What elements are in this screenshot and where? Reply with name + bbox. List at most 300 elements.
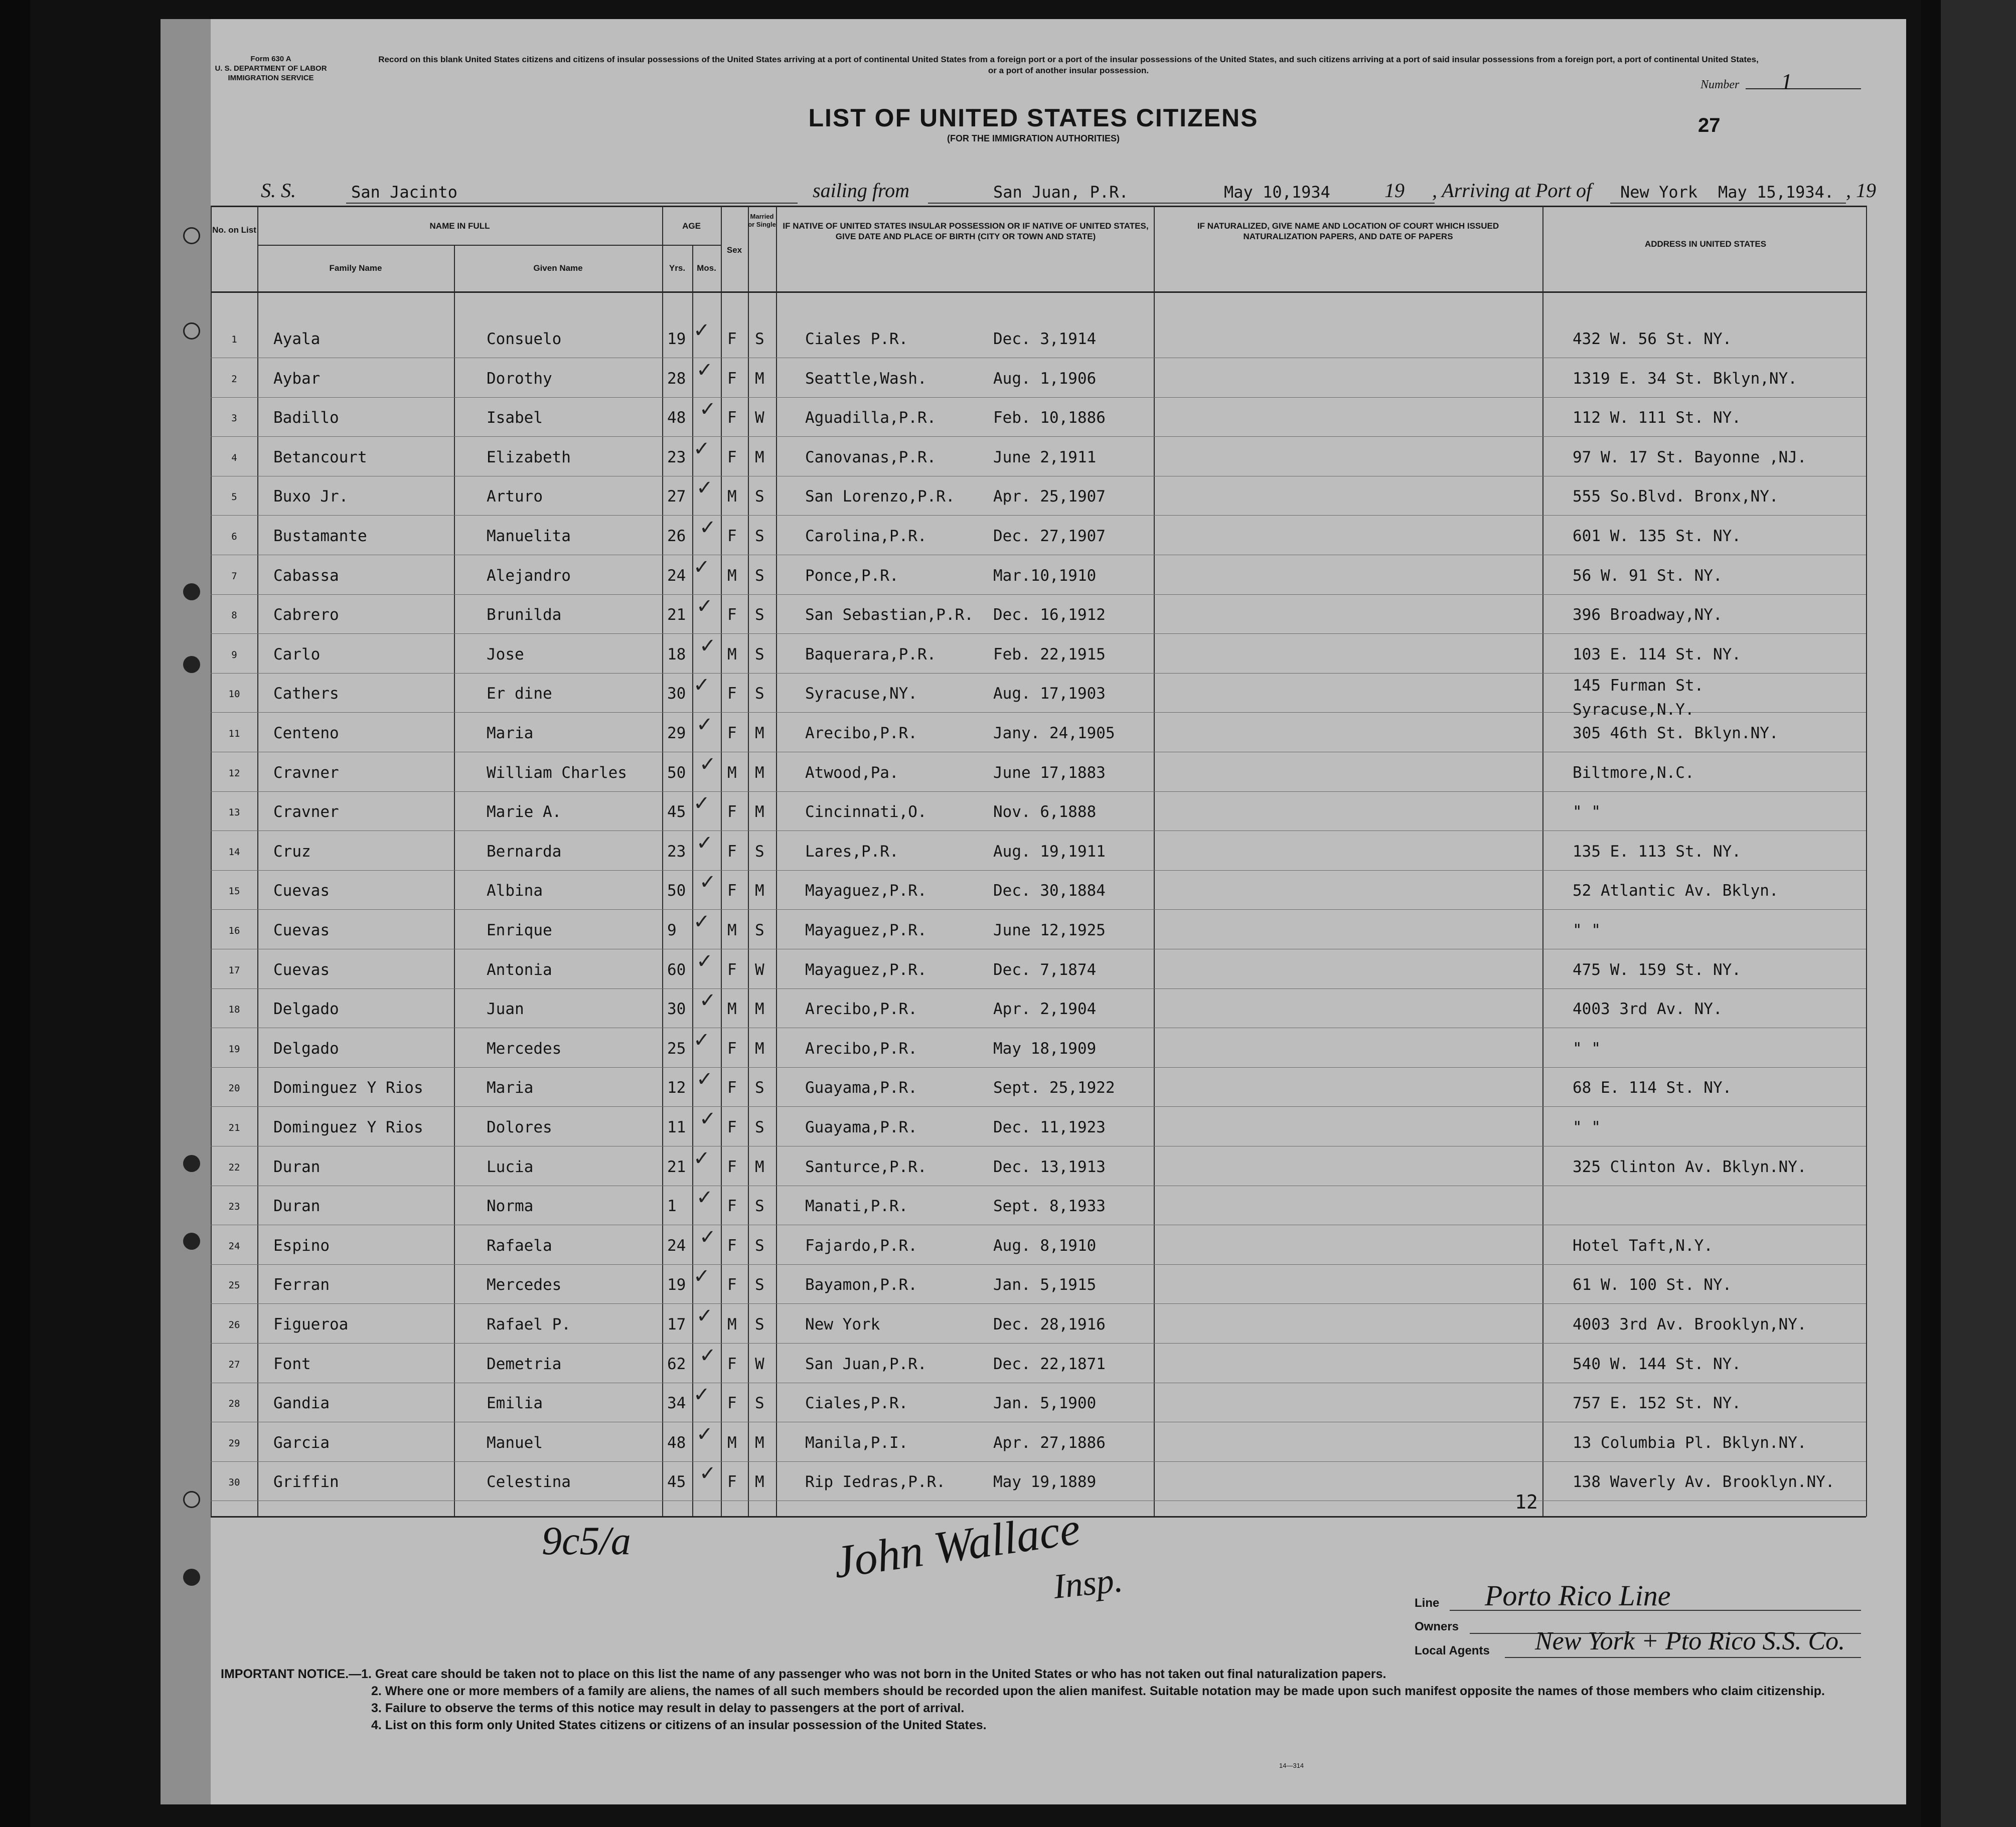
cell-place: Canovanas,P.R. <box>805 448 937 466</box>
cell-date: Feb. 22,1915 <box>993 645 1106 663</box>
cell-sex: F <box>727 606 737 624</box>
cell-sex: F <box>727 409 737 427</box>
check-mark-icon: ✓ <box>699 634 716 657</box>
cell-ms: W <box>755 409 764 427</box>
cell-address: 4003 3rd Av. Brooklyn,NY. <box>1573 1315 1807 1334</box>
cell-given: Manuel <box>487 1433 543 1452</box>
cell-no: 19 <box>228 1043 240 1055</box>
punch-hole <box>183 227 200 244</box>
check-mark-icon: ✓ <box>693 674 710 697</box>
col-border <box>1866 206 1867 1517</box>
cell-ms: S <box>755 1118 764 1136</box>
port-to: New York <box>1620 183 1698 202</box>
cell-address: 138 Waverly Av. Brooklyn.NY. <box>1573 1473 1835 1491</box>
page-title: LIST OF UNITED STATES CITIZENS <box>808 104 1259 132</box>
cell-family: Bustamante <box>273 527 367 545</box>
cell-no: 8 <box>231 610 237 621</box>
cell-place: Manila,P.I. <box>805 1433 908 1452</box>
cell-family: Aybar <box>273 369 321 388</box>
check-mark-icon: ✓ <box>693 1028 710 1052</box>
cell-address: 432 W. 56 St. NY. <box>1573 330 1732 348</box>
cell-address: " " <box>1573 1118 1601 1136</box>
check-mark-icon: ✓ <box>696 1422 713 1446</box>
cell-yrs: 30 <box>667 685 686 703</box>
cell-address: 145 Furman St. <box>1573 677 1704 695</box>
cell-sex: M <box>727 921 737 939</box>
col-sex: Sex <box>726 245 742 255</box>
cell-place: San Juan,P.R. <box>805 1355 927 1373</box>
cell-no: 22 <box>228 1161 240 1173</box>
cell-ms: S <box>755 487 764 506</box>
cell-no: 1 <box>231 334 237 345</box>
cell-no: 13 <box>228 807 240 818</box>
check-mark-icon: ✓ <box>696 476 713 500</box>
row-rule <box>211 633 1866 634</box>
check-mark-icon: ✓ <box>693 319 710 342</box>
cell-sex: M <box>727 487 737 506</box>
cell-yrs: 25 <box>667 1039 686 1058</box>
cell-family: Espino <box>273 1236 330 1255</box>
punch-hole <box>183 1569 200 1586</box>
cell-sex: F <box>727 724 737 742</box>
row-rule <box>211 1461 1866 1462</box>
cell-no: 26 <box>228 1319 240 1331</box>
page-number: 27 <box>1698 114 1721 136</box>
cell-given: Dorothy <box>487 369 552 388</box>
cell-no: 15 <box>228 886 240 897</box>
row-rule <box>211 436 1866 437</box>
cell-yrs: 24 <box>667 1236 686 1255</box>
cell-yrs: 23 <box>667 842 686 861</box>
cell-no: 4 <box>231 452 237 463</box>
cell-sex: F <box>727 330 737 348</box>
cell-sex: F <box>727 1276 737 1294</box>
cell-ms: S <box>755 566 764 585</box>
cell-given: Er dine <box>487 685 552 703</box>
cell-no: 3 <box>231 413 237 424</box>
cell-given: Marie A. <box>487 803 562 821</box>
row-rule <box>211 515 1866 516</box>
cell-family: Cabrero <box>273 606 339 624</box>
ss-label: S. S. <box>261 179 296 202</box>
cell-sex: M <box>727 763 737 782</box>
cell-family: Cuevas <box>273 882 330 900</box>
passenger-count: 12 <box>1515 1491 1538 1513</box>
cell-yrs: 24 <box>667 566 686 585</box>
cell-ms: M <box>755 369 764 388</box>
cell-yrs: 30 <box>667 1000 686 1019</box>
cell-no: 24 <box>228 1240 240 1252</box>
cell-no: 27 <box>228 1359 240 1370</box>
cell-yrs: 28 <box>667 369 686 388</box>
number-underline <box>1746 88 1861 89</box>
cell-address: 112 W. 111 St. NY. <box>1573 409 1741 427</box>
cell-no: 14 <box>228 846 240 858</box>
row-rule <box>211 1067 1866 1068</box>
inspector-signature: John Wallace <box>830 1503 1083 1588</box>
cell-ms: M <box>755 882 764 900</box>
year-label-2: , 19 <box>1846 179 1876 202</box>
instructions: Record on this blank United States citizens and citizens of insular possessions of the United States arriving at a port of continental United States from a foreign port or a port of the insular possessions of the United States, and such citizens arriving at a port of said insular possessions from a foreign port, a port of continental United States, or a port of another insular possession. <box>378 55 1759 75</box>
cell-place: Cincinnati,O. <box>805 803 927 821</box>
table-top-border <box>211 206 1866 207</box>
port-underline <box>928 203 1435 204</box>
cell-place: Arecibo,P.R. <box>805 1000 917 1019</box>
cell-given: Mercedes <box>487 1276 562 1294</box>
cell-date: Feb. 10,1886 <box>993 409 1106 427</box>
cell-family: Delgado <box>273 1039 339 1058</box>
year-label: 19 <box>1384 179 1405 202</box>
cell-date: Jan. 5,1915 <box>993 1276 1097 1294</box>
cell-ms: S <box>755 645 764 663</box>
check-mark-icon: ✓ <box>696 1304 713 1327</box>
cell-given: Brunilda <box>487 606 562 624</box>
cell-address: 56 W. 91 St. NY. <box>1573 566 1723 585</box>
cell-address: " " <box>1573 1039 1601 1058</box>
cell-given: William Charles <box>487 763 627 782</box>
cell-date: May 19,1889 <box>993 1473 1097 1491</box>
cell-given: Antonia <box>487 960 552 979</box>
cell-date: Dec. 3,1914 <box>993 330 1097 348</box>
agents-value: New York + Pto Rico S.S. Co. <box>1535 1627 1845 1655</box>
cell-address: 61 W. 100 St. NY. <box>1573 1276 1732 1294</box>
cell-address: 52 Atlantic Av. Bklyn. <box>1573 882 1779 900</box>
cell-given: Arturo <box>487 487 543 506</box>
row-rule <box>211 909 1866 910</box>
cell-no: 12 <box>228 767 240 779</box>
cell-no: 6 <box>231 531 237 542</box>
cell-place: Mayaguez,P.R. <box>805 882 927 900</box>
cell-ms: S <box>755 1197 764 1216</box>
cell-yrs: 60 <box>667 960 686 979</box>
cell-yrs: 17 <box>667 1315 686 1334</box>
cell-date: Dec. 11,1923 <box>993 1118 1106 1136</box>
cell-yrs: 45 <box>667 1473 686 1491</box>
cell-family: Ferran <box>273 1276 330 1294</box>
cell-ms: M <box>755 448 764 466</box>
cell-family: Centeno <box>273 724 339 742</box>
col-name-in-full: NAME IN FULL <box>429 221 490 231</box>
cell-given: Albina <box>487 882 543 900</box>
row-rule <box>211 1264 1866 1265</box>
handwritten-note: 9c5/a <box>542 1519 631 1563</box>
cell-date: Dec. 27,1907 <box>993 527 1106 545</box>
cell-address: 103 E. 114 St. NY. <box>1573 645 1741 663</box>
cell-family: Garcia <box>273 1433 330 1452</box>
cell-yrs: 34 <box>667 1394 686 1413</box>
cell-place: Ciales,P.R. <box>805 1394 908 1413</box>
col-mos: Mos. <box>697 263 716 273</box>
cell-family: Font <box>273 1355 311 1373</box>
cell-sex: F <box>727 1157 737 1176</box>
col-family-name: Family Name <box>329 263 382 273</box>
cell-family: Delgado <box>273 1000 339 1019</box>
cell-address: 475 W. 159 St. NY. <box>1573 960 1741 979</box>
cell-sex: F <box>727 1039 737 1058</box>
cell-yrs: 21 <box>667 1157 686 1176</box>
check-mark-icon: ✓ <box>699 989 716 1013</box>
cell-ms: M <box>755 803 764 821</box>
cell-ms: M <box>755 1039 764 1058</box>
cell-sex: F <box>727 960 737 979</box>
cell-date: Dec. 13,1913 <box>993 1157 1106 1176</box>
manifest-page <box>161 19 1906 1804</box>
cell-family: Cabassa <box>273 566 339 585</box>
cell-date: Aug. 1,1906 <box>993 369 1097 388</box>
row-rule <box>211 988 1866 989</box>
arriving-label: , Arriving at Port of <box>1432 179 1592 202</box>
ship-underline <box>346 203 798 204</box>
cell-given: Rafael P. <box>487 1315 571 1334</box>
cell-given: Juan <box>487 1000 524 1019</box>
cell-given: Mercedes <box>487 1039 562 1058</box>
cell-date: May 18,1909 <box>993 1039 1097 1058</box>
cell-date: Apr. 27,1886 <box>993 1433 1106 1452</box>
cell-yrs: 62 <box>667 1355 686 1373</box>
check-mark-icon: ✓ <box>693 1146 710 1170</box>
row-rule <box>211 1343 1866 1344</box>
check-mark-icon: ✓ <box>699 1344 716 1367</box>
cell-place: Fajardo,P.R. <box>805 1236 917 1255</box>
cell-no: 20 <box>228 1083 240 1094</box>
cell-address: 135 E. 113 St. NY. <box>1573 842 1741 861</box>
cell-place: Guayama,P.R. <box>805 1118 917 1136</box>
cell-ms: S <box>755 527 764 545</box>
check-mark-icon: ✓ <box>696 713 713 736</box>
cell-address: 555 So.Blvd. Bronx,NY. <box>1573 487 1779 506</box>
cell-family: Griffin <box>273 1473 339 1491</box>
cell-given: Dolores <box>487 1118 552 1136</box>
date-from: May 10,1934 <box>1224 183 1330 202</box>
cell-sex: M <box>727 1315 737 1334</box>
cell-address: " " <box>1573 803 1601 821</box>
check-mark-icon: ✓ <box>696 595 713 618</box>
check-mark-icon: ✓ <box>699 516 716 539</box>
cell-place: Bayamon,P.R. <box>805 1276 917 1294</box>
cell-address: Hotel Taft,N.Y. <box>1573 1236 1713 1255</box>
cell-yrs: 45 <box>667 803 686 821</box>
cell-sex: F <box>727 527 737 545</box>
cell-yrs: 18 <box>667 645 686 663</box>
cell-date: Dec. 16,1912 <box>993 606 1106 624</box>
cell-address: 4003 3rd Av. NY. <box>1573 1000 1723 1019</box>
check-mark-icon: ✓ <box>696 949 713 973</box>
cell-date: Dec. 28,1916 <box>993 1315 1106 1334</box>
col-married: Married or Single <box>748 213 776 228</box>
cell-no: 29 <box>228 1437 240 1449</box>
check-mark-icon: ✓ <box>699 398 716 421</box>
cell-place: Santurce,P.R. <box>805 1157 927 1176</box>
col-border <box>662 206 663 1517</box>
cell-family: Cathers <box>273 685 339 703</box>
cell-yrs: 29 <box>667 724 686 742</box>
cell-given: Lucia <box>487 1157 534 1176</box>
cell-place: Arecibo,P.R. <box>805 1039 917 1058</box>
punch-hole <box>183 1155 200 1172</box>
cell-place: Arecibo,P.R. <box>805 724 917 742</box>
row-rule <box>211 594 1866 595</box>
important-notice <box>221 1666 1901 1734</box>
col-address: ADDRESS IN UNITED STATES <box>1644 239 1767 249</box>
cell-date: Jany. 24,1905 <box>993 724 1115 742</box>
agents-underline <box>1505 1657 1861 1658</box>
cell-place: San Sebastian,P.R. <box>805 606 974 624</box>
cell-address: 1319 E. 34 St. Bklyn,NY. <box>1573 369 1797 388</box>
cell-yrs: 19 <box>667 1276 686 1294</box>
cell-ms: M <box>755 763 764 782</box>
department: U. S. DEPARTMENT OF LABOR <box>215 64 327 73</box>
cell-date: Aug. 8,1910 <box>993 1236 1097 1255</box>
check-mark-icon: ✓ <box>696 358 713 382</box>
cell-sex: F <box>727 685 737 703</box>
col-border <box>721 206 722 1517</box>
col-yrs: Yrs. <box>669 263 686 273</box>
cell-sex: F <box>727 448 737 466</box>
cell-ms: W <box>755 1355 764 1373</box>
notice-3: 3. Failure to observe the terms of this notice may result in delay to passengers at the port of arrival. <box>371 1701 965 1715</box>
cell-family: Gandia <box>273 1394 330 1413</box>
cell-given: Maria <box>487 1079 534 1097</box>
cell-date: Dec. 7,1874 <box>993 960 1097 979</box>
cell-sex: F <box>727 1079 737 1097</box>
cell-ms: S <box>755 921 764 939</box>
cell-no: 18 <box>228 1004 240 1016</box>
cell-date: Nov. 6,1888 <box>993 803 1097 821</box>
cell-place: Mayaguez,P.R. <box>805 921 927 939</box>
cell-address: 540 W. 144 St. NY. <box>1573 1355 1741 1373</box>
punch-hole <box>183 583 200 600</box>
cell-family: Ayala <box>273 330 321 348</box>
arrival-underline <box>1610 203 1846 204</box>
cell-ms: S <box>755 1276 764 1294</box>
col-border <box>1154 206 1155 1517</box>
header-subdivider <box>257 245 721 246</box>
cell-family: Carlo <box>273 645 321 663</box>
cell-place: Aguadilla,P.R. <box>805 409 937 427</box>
check-mark-icon: ✓ <box>693 910 710 933</box>
cell-date: Apr. 25,1907 <box>993 487 1106 506</box>
cell-place: Ponce,P.R. <box>805 566 899 585</box>
cell-no: 30 <box>228 1477 240 1488</box>
cell-ms: S <box>755 685 764 703</box>
cell-date: Mar.10,1910 <box>993 566 1097 585</box>
cell-ms: S <box>755 606 764 624</box>
col-given-name: Given Name <box>533 263 583 273</box>
cell-date: June 2,1911 <box>993 448 1097 466</box>
check-mark-icon: ✓ <box>699 1225 716 1249</box>
check-mark-icon: ✓ <box>693 1265 710 1288</box>
cell-place: Lares,P.R. <box>805 842 899 861</box>
cell-family: Badillo <box>273 409 339 427</box>
notice-1: 1. Great care should be taken not to place on this list the name of any passenger who was not born in the United States or who has not taken out final naturalization papers. <box>361 1667 1386 1681</box>
cell-address-line2: Syracuse,N.Y. <box>1573 701 1694 719</box>
cell-given: Celestina <box>487 1473 571 1491</box>
col-border <box>257 206 258 1517</box>
cell-yrs: 48 <box>667 1433 686 1452</box>
cell-no: 10 <box>228 689 240 700</box>
scan-border <box>1921 0 1941 1827</box>
cell-yrs: 12 <box>667 1079 686 1097</box>
cell-sex: F <box>727 882 737 900</box>
cell-yrs: 27 <box>667 487 686 506</box>
cell-date: Dec. 22,1871 <box>993 1355 1106 1373</box>
cell-address: 97 W. 17 St. Bayonne ,NJ. <box>1573 448 1807 466</box>
cell-family: Dominguez Y Rios <box>273 1079 423 1097</box>
cell-sex: M <box>727 1000 737 1019</box>
cell-no: 17 <box>228 964 240 976</box>
cell-place: San Lorenzo,P.R. <box>805 487 955 506</box>
row-rule <box>211 397 1866 398</box>
cell-given: Norma <box>487 1197 534 1216</box>
form-number: Form 630 A <box>250 55 291 63</box>
row-rule <box>211 1106 1866 1107</box>
check-mark-icon: ✓ <box>696 831 713 855</box>
col-border <box>1542 206 1543 1517</box>
table-header-border <box>211 291 1866 293</box>
col-no: No. on List <box>212 225 256 235</box>
cell-date: Dec. 30,1884 <box>993 882 1106 900</box>
port-from: San Juan, P.R. <box>993 183 1129 202</box>
cell-sex: M <box>727 566 737 585</box>
cell-no: 9 <box>231 649 237 660</box>
cell-yrs: 21 <box>667 606 686 624</box>
page-subtitle: (FOR THE IMMIGRATION AUTHORITIES) <box>947 133 1120 143</box>
cell-date: June 12,1925 <box>993 921 1106 939</box>
cell-sex: F <box>727 842 737 861</box>
cell-no: 7 <box>231 570 237 582</box>
cell-ms: S <box>755 842 764 861</box>
cell-family: Duran <box>273 1197 321 1216</box>
cell-given: Consuelo <box>487 330 562 348</box>
cell-sex: F <box>727 1236 737 1255</box>
cell-given: Elizabeth <box>487 448 571 466</box>
cell-ms: S <box>755 330 764 348</box>
cell-place: Baquerara,P.R. <box>805 645 937 663</box>
check-mark-icon: ✓ <box>699 1462 716 1485</box>
cell-address: 601 W. 135 St. NY. <box>1573 527 1741 545</box>
cell-place: Manati,P.R. <box>805 1197 908 1216</box>
cell-family: Cuevas <box>273 921 330 939</box>
cell-no: 5 <box>231 491 237 503</box>
cell-ms: S <box>755 1079 764 1097</box>
agents-label: Local Agents <box>1415 1644 1490 1657</box>
cell-date: Aug. 17,1903 <box>993 685 1106 703</box>
cell-yrs: 1 <box>667 1197 677 1216</box>
punch-hole <box>183 656 200 673</box>
cell-yrs: 23 <box>667 448 686 466</box>
cell-ms: W <box>755 960 764 979</box>
cell-sex: M <box>727 1433 737 1452</box>
cell-family: Dominguez Y Rios <box>273 1118 423 1136</box>
cell-no: 16 <box>228 925 240 936</box>
number-value: 1 <box>1781 69 1792 94</box>
cell-sex: F <box>727 1118 737 1136</box>
cell-sex: M <box>727 645 737 663</box>
cell-family: Buxo Jr. <box>273 487 349 506</box>
cell-sex: F <box>727 1473 737 1491</box>
cell-place: New York <box>805 1315 880 1334</box>
check-mark-icon: ✓ <box>696 1068 713 1091</box>
check-mark-icon: ✓ <box>699 1107 716 1130</box>
cell-yrs: 50 <box>667 763 686 782</box>
check-mark-icon: ✓ <box>693 792 710 815</box>
cell-ms: S <box>755 1236 764 1255</box>
cell-date: Sept. 8,1933 <box>993 1197 1106 1216</box>
cell-family: Betancourt <box>273 448 367 466</box>
line-label: Line <box>1415 1596 1440 1610</box>
punch-hole <box>183 1233 200 1250</box>
cell-date: June 17,1883 <box>993 763 1106 782</box>
